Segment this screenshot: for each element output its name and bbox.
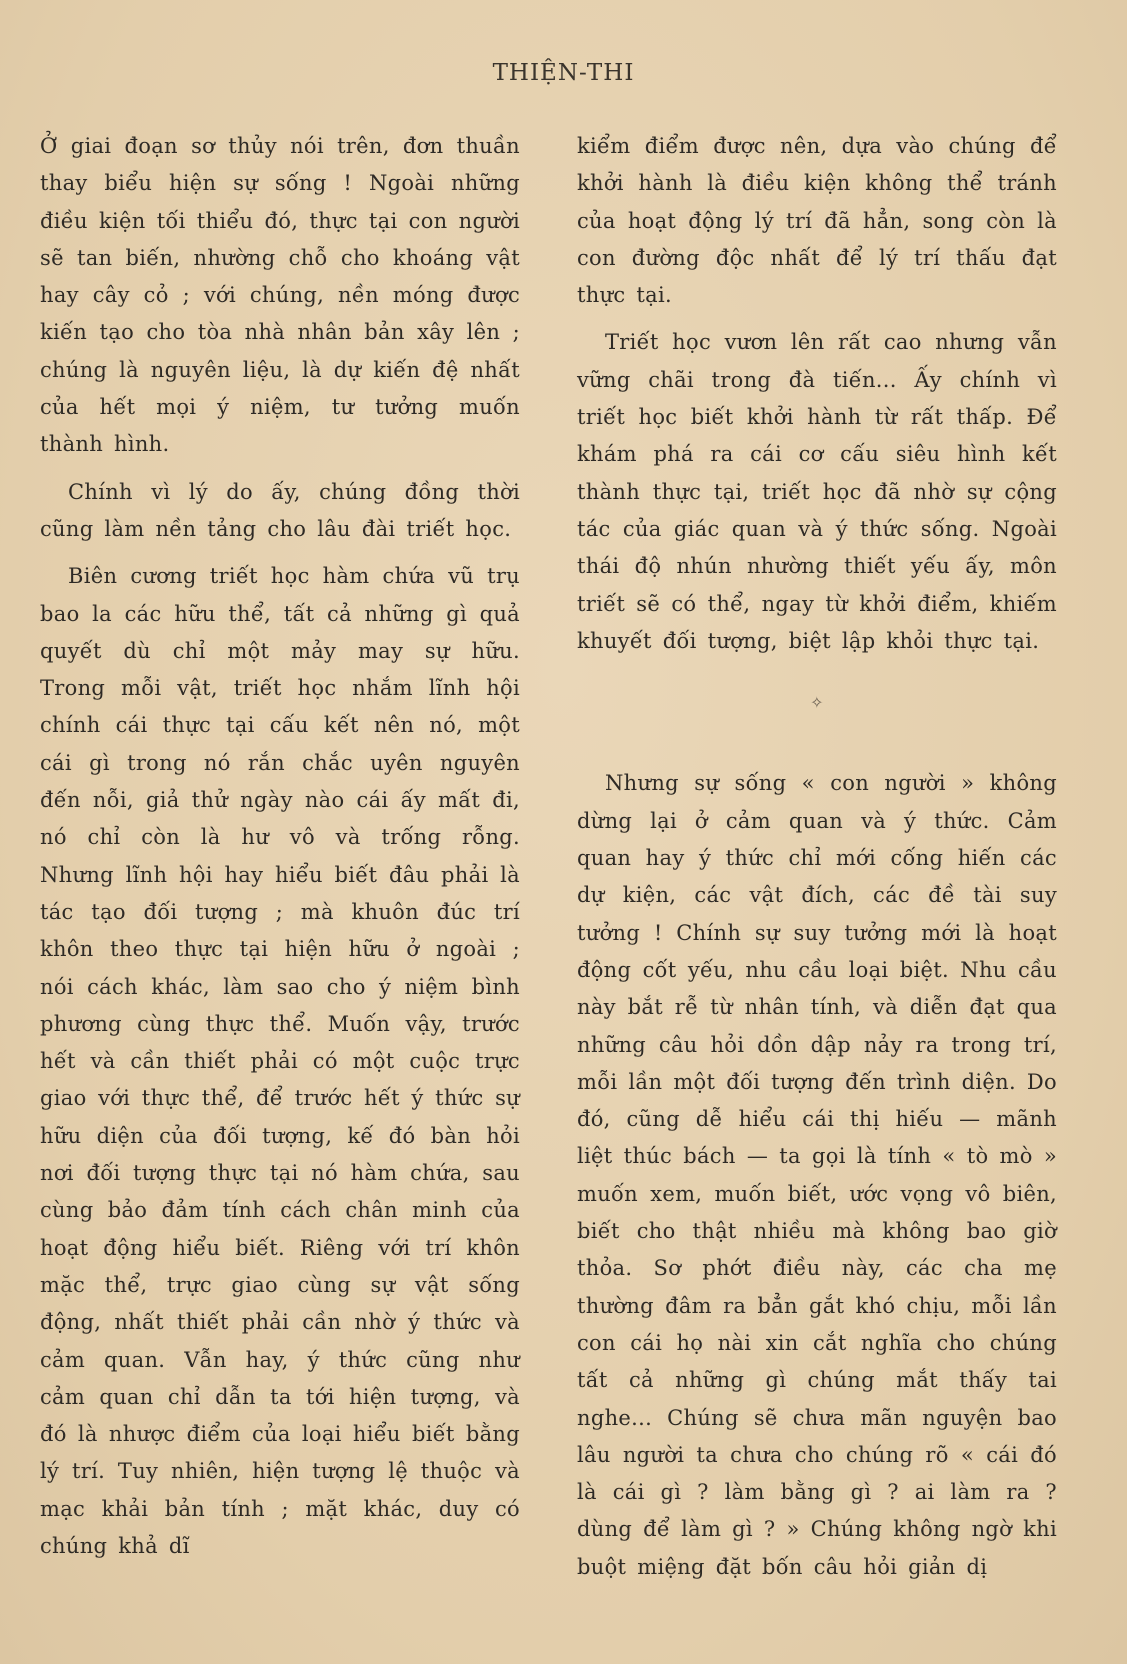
paragraph: kiểm điểm được nên, dựa vào chúng để khởi hành là điều kiện không thể tránh của hoạt động lý trí đã hẳn, song còn là con đường độc nhất để lý trí thấu đạt thực tại. [577,134,1057,308]
left-column [40,128,520,1565]
paragraph: Chính vì lý do ấy, chúng đồng thời cũng làm nền tảng cho lâu đài triết học. [40,479,520,541]
paragraph: Biên cương triết học hàm chứa vũ trụ bao la các hữu thể, tất cả những gì quả quyết dù chỉ một mảy may sự hữu. Trong mỗi vật, triết học nhắm lĩnh hội chính cái thực tại cấu kết nên nó, một cái gì trong nó rắn chắc uyên nguyên đến nỗi, giả thử ngày nào cái ấy mất đi, nó chỉ còn là hư vô và trống rỗng. Nhưng lĩnh hội hay hiểu biết đâu phải là tác tạo đối tượng ; mà khuôn đúc trí khôn theo thực tại hiện hữu ở ngoài ; nói cách khác, làm sao cho ý niệm bình phương cùng thực thể. Muốn vậy, trước hết và cần thiết phải có một cuộc trực giao với thực thể, để trước hết ý thức sự hữu diện của đối tượng, kế đó bàn hỏi nơi đối tượng thực tại nó hàm chứa, sau cùng bảo đảm tính cách chân minh của hoạt động hiểu biết. Riêng với trí khôn mặc thể, trực giao cùng sự vật sống động, nhất thiết phải cần nhờ ý thức và cảm quan. Vẫn hay, ý thức cũng như cảm quan chỉ dẫn ta tới hiện tượng, và đó là nhược điểm của loại hiểu biết bằng lý trí. Tuy nhiên, hiện tượng lệ thuộc và mạc khải bản tính ; mặt khác, duy có chúng khả dĩ [40,564,520,1558]
paragraph: Ở giai đoạn sơ thủy nói trên, đơn thuần thay biểu hiện sự sống ! Ngoài những điều kiện tối thiểu đó, thực tại con người sẽ tan biến, nhường chỗ cho khoáng vật hay cây cỏ ; với chúng, nền móng được kiến tạo cho tòa nhà nhân bản xây lên ; chúng là nguyên liệu, là dự kiến đệ nhất của hết mọi ý niệm, tư tưởng muốn thành hình. [40,134,520,457]
section-separator-ornament: ✧ [810,693,824,713]
paragraph: Triết học vươn lên rất cao nhưng vẫn vững chãi trong đà tiến... Ấy chính vì triết học biết khởi hành từ rất thấp. Để khám phá ra cái cơ cấu siêu hình kết thành thực tại, triết học đã nhờ sự cộng tác của giác quan và ý thức sống. Ngoài thái độ nhún nhường thiết yếu ấy, môn triết sẽ có thể, ngay từ khởi điểm, khiếm khuyết đối tượng, biệt lập khỏi thực tại. [577,330,1057,653]
paragraph: Nhưng sự sống « con người » không dừng lại ở cảm quan và ý thức. Cảm quan hay ý thức chỉ mới cống hiến các dự kiện, các vật đích, các đề tài suy tưởng ! Chính sự suy tưởng mới là hoạt động cốt yếu, nhu cầu loại biệt. Nhu cầu này bắt rễ từ nhân tính, và diễn đạt qua những câu hỏi dồn dập nảy ra trong trí, mỗi lần một đối tượng đến trình diện. Do đó, cũng dễ hiểu cái thị hiếu — mãnh liệt thúc bách — ta gọi là tính « tò mò » muốn xem, muốn biết, ước vọng vô biên, biết cho thật nhiều mà không bao giờ thỏa. Sơ phớt điều này, các cha mẹ thường đâm ra bẳn gắt khó chịu, mỗi lần con cái họ nài xin cắt nghĩa cho chúng tất cả những gì chúng mắt thấy tai nghe... Chúng sẽ chưa mãn nguyện bao lâu người ta chưa cho chúng rõ « cái đó là cái gì ? làm bằng gì ? ai làm ra ? dùng để làm gì ? » Chúng không ngờ khi buột miệng đặt bốn câu hỏi giản dị [577,771,1057,1579]
running-title: THIỆN-THI [492,60,635,86]
right-column [577,128,1057,1586]
